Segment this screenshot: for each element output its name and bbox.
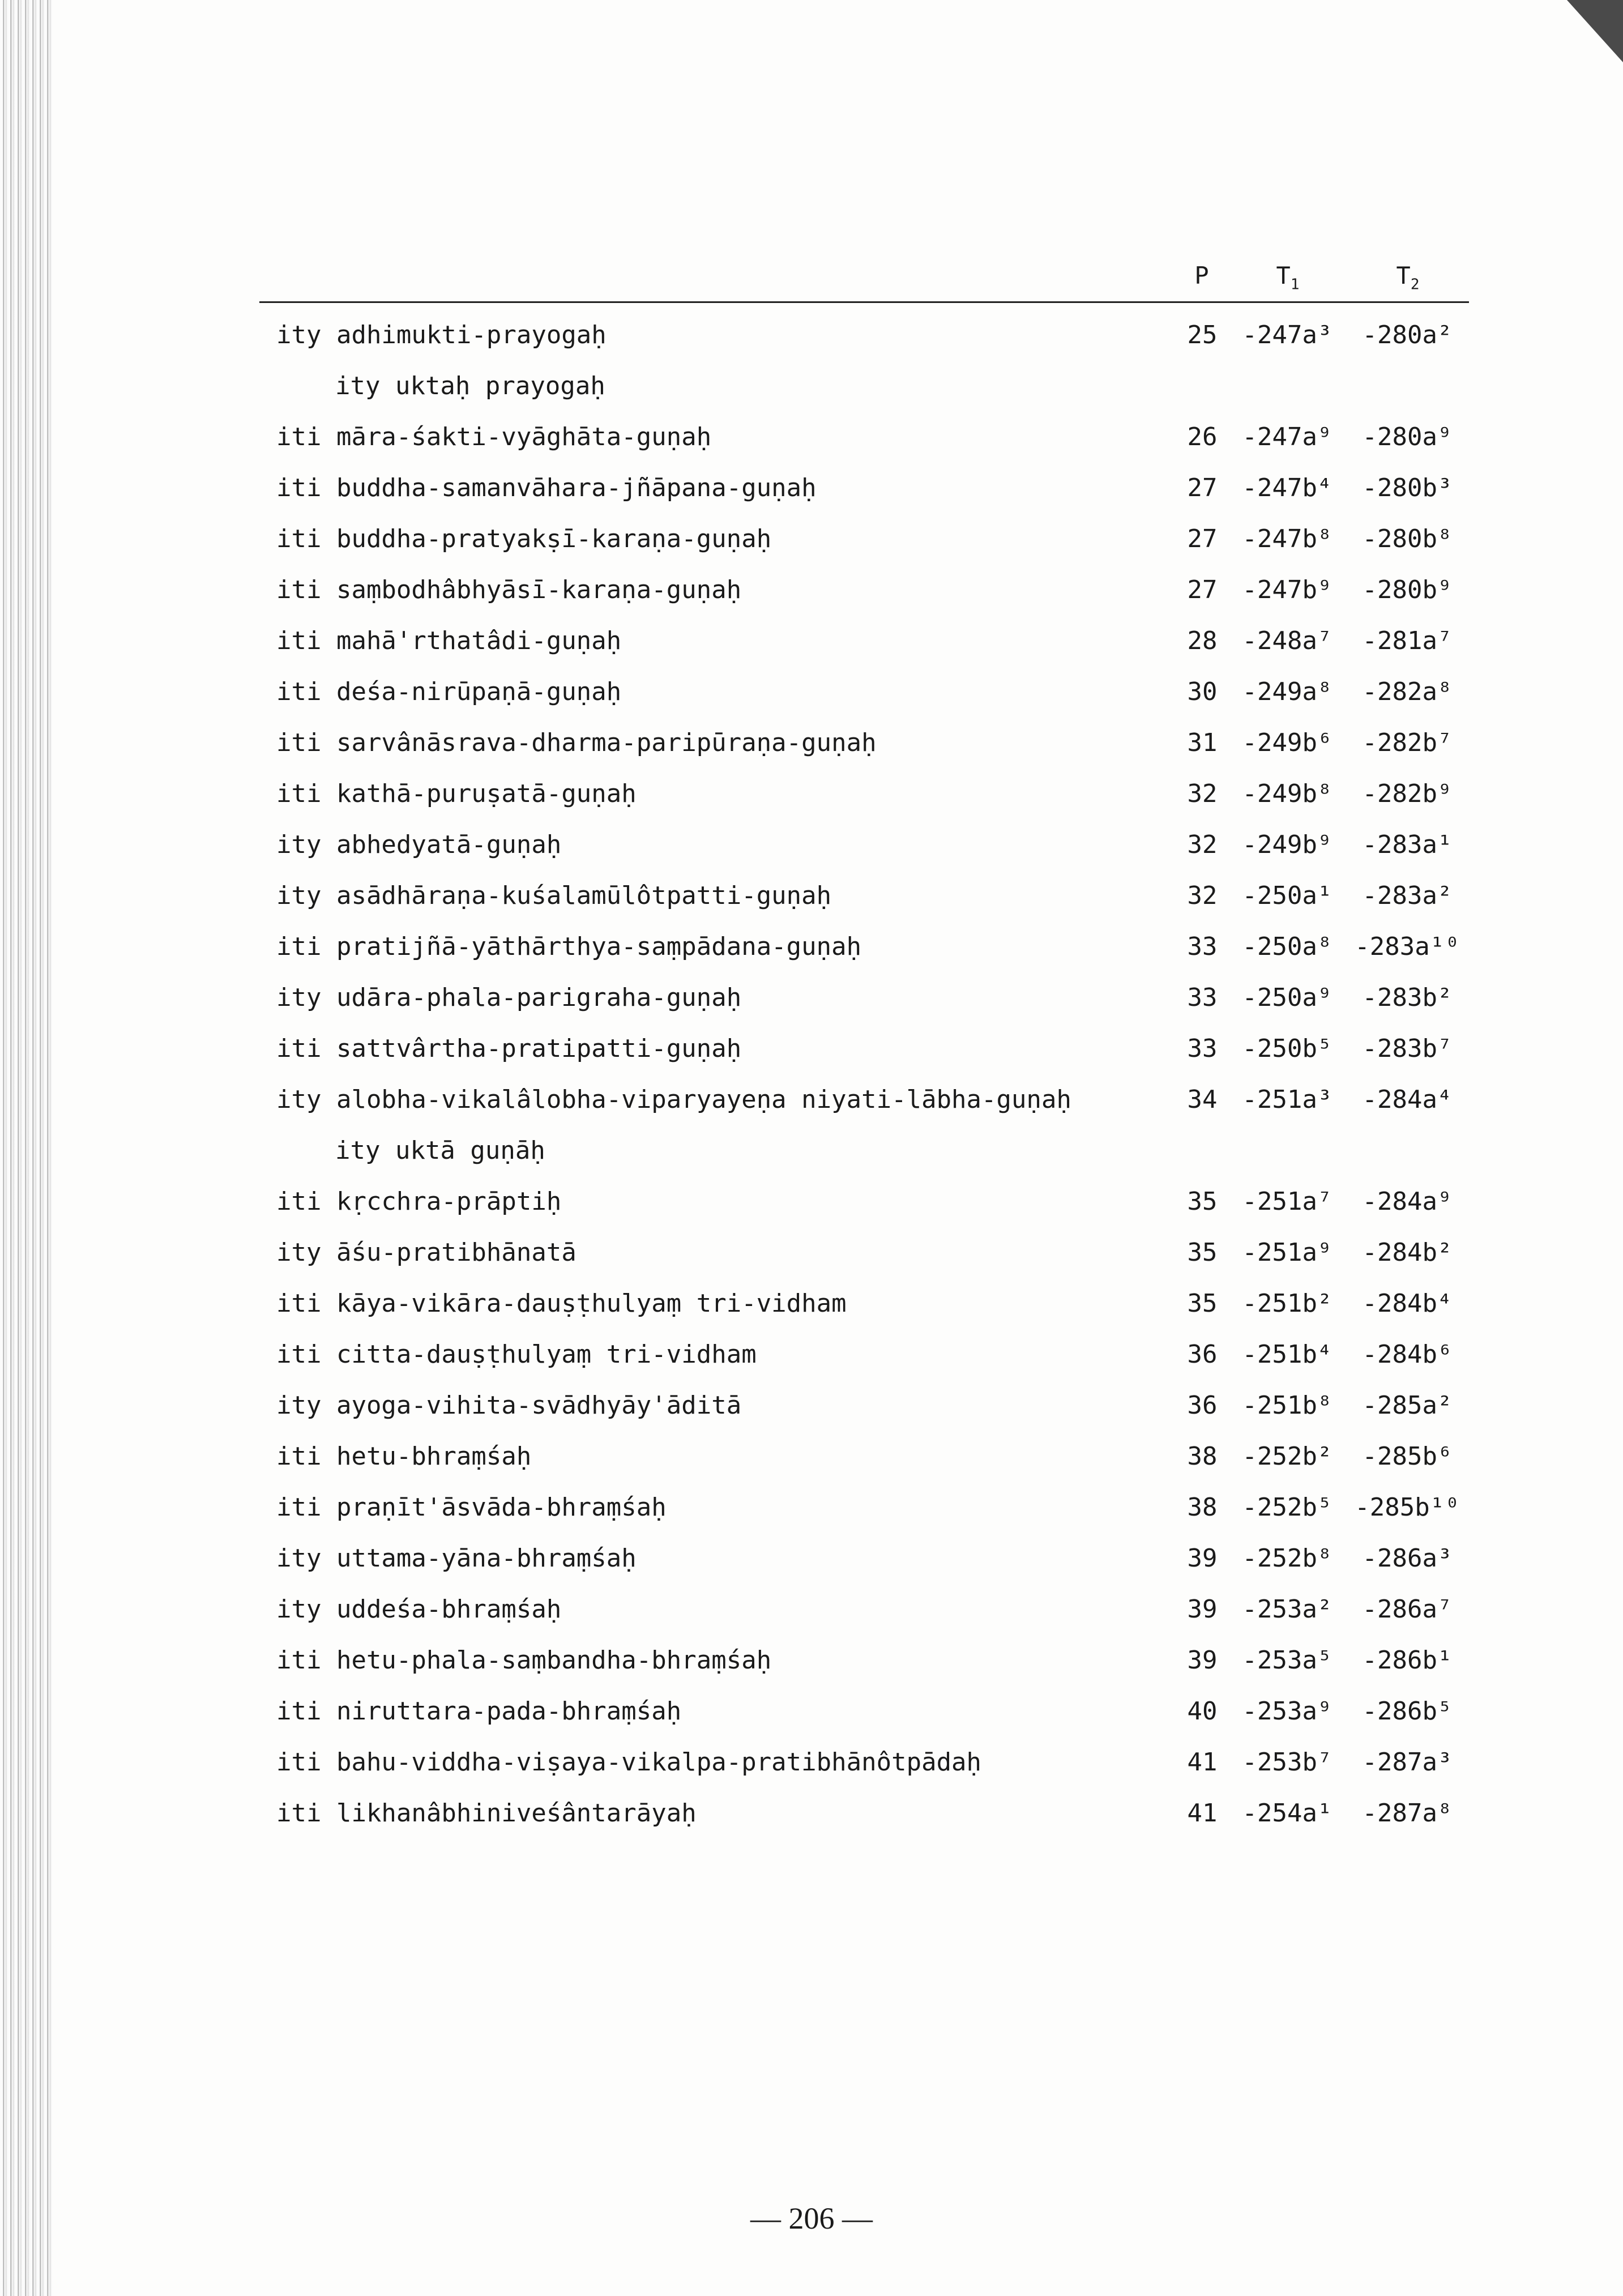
column-header-p: P — [1194, 262, 1209, 289]
table-row — [0, 1383, 1623, 1428]
row-page: 39 — [1187, 1595, 1218, 1624]
row-page: 38 — [1187, 1442, 1218, 1471]
table-row — [0, 873, 1623, 919]
row-label: iti pratijñā-yāthārthya-saṃpādana-guṇaḥ — [276, 932, 862, 961]
table-row — [0, 364, 1623, 409]
row-page: 30 — [1187, 677, 1218, 706]
table-row — [0, 669, 1623, 715]
table-row — [0, 517, 1623, 562]
row-t2: -284a⁴ — [1362, 1085, 1453, 1114]
row-label: iti bahu-viddha-viṣaya-vikalpa-pratibhānôtpādaḥ — [276, 1748, 982, 1777]
row-t2: -285b⁶ — [1362, 1442, 1453, 1471]
row-label: ity āśu-pratibhānatā — [276, 1238, 576, 1267]
row-t1: -247b⁸ — [1242, 524, 1332, 553]
row-t1: -252b⁵ — [1242, 1493, 1332, 1522]
row-label: iti citta-dauṣṭhulyaṃ tri-vidham — [276, 1340, 757, 1369]
row-label: iti hetu-bhraṃśaḥ — [276, 1442, 532, 1471]
table-row — [0, 415, 1623, 460]
table-row — [0, 1638, 1623, 1683]
table-row — [0, 924, 1623, 970]
row-label: ity uddeśa-bhraṃśaḥ — [276, 1595, 562, 1624]
row-label: ity asādhāraṇa-kuśalamūlôtpatti-guṇaḥ — [276, 881, 832, 910]
row-page: 38 — [1187, 1493, 1218, 1522]
row-page: 40 — [1187, 1697, 1218, 1726]
row-t2: -287a³ — [1362, 1748, 1453, 1777]
table-row — [0, 1230, 1623, 1275]
row-t2: -286b¹ — [1362, 1646, 1453, 1675]
row-label: iti māra-śakti-vyāghāta-guṇaḥ — [276, 423, 712, 451]
row-t1: -250b⁵ — [1242, 1034, 1332, 1063]
row-label: ity alobha-vikalâlobha-viparyayeṇa niyati-lābha-guṇaḥ — [276, 1085, 1071, 1114]
row-label: iti mahā'rthatâdi-guṇaḥ — [276, 626, 622, 655]
row-t2: -283b⁷ — [1362, 1034, 1453, 1063]
table-row — [0, 1332, 1623, 1377]
table-row — [0, 1128, 1623, 1173]
row-label: iti sarvânāsrava-dharma-paripūraṇa-guṇaḥ — [276, 728, 877, 757]
row-t1: -249b⁶ — [1242, 728, 1332, 757]
row-t1: -253a² — [1242, 1595, 1332, 1624]
row-t2: -282a⁸ — [1362, 677, 1453, 706]
row-t2: -286a⁷ — [1362, 1595, 1453, 1624]
row-page: 39 — [1187, 1646, 1218, 1675]
row-page: 41 — [1187, 1799, 1218, 1828]
column-header-t2: $T_2$ — [1396, 262, 1420, 293]
row-t2: -286a³ — [1362, 1544, 1453, 1573]
row-t2: -280a⁹ — [1362, 423, 1453, 451]
table-row — [0, 720, 1623, 766]
row-t1: -248a⁷ — [1242, 626, 1332, 655]
row-t1: -253b⁷ — [1242, 1748, 1332, 1777]
row-label: ity adhimukti-prayogaḥ — [276, 321, 607, 349]
row-t1: -247b⁴ — [1242, 473, 1332, 502]
row-t1: -250a⁸ — [1242, 932, 1332, 961]
row-page: 41 — [1187, 1748, 1218, 1777]
row-page: 35 — [1187, 1289, 1218, 1318]
table-row — [0, 1740, 1623, 1785]
row-label: ity uktaḥ prayogaḥ — [335, 372, 605, 400]
row-page: 35 — [1187, 1238, 1218, 1267]
table-row — [0, 1434, 1623, 1479]
row-t1: -250a⁹ — [1242, 983, 1332, 1012]
page-number: — 206 — — [750, 2201, 873, 2235]
row-page: 33 — [1187, 1034, 1218, 1063]
row-t2: -284a⁹ — [1362, 1187, 1453, 1216]
row-page: 28 — [1187, 626, 1218, 655]
row-t1: -247b⁹ — [1242, 575, 1332, 604]
row-label: ity uttama-yāna-bhraṃśaḥ — [276, 1544, 637, 1573]
row-t1: -247a³ — [1242, 321, 1332, 349]
row-label: iti kṛcchra-prāptiḥ — [276, 1187, 562, 1216]
row-page: 32 — [1187, 881, 1218, 910]
row-t2: -280b⁸ — [1362, 524, 1453, 553]
row-page: 32 — [1187, 779, 1218, 808]
table-row — [0, 1536, 1623, 1581]
row-label: ity ayoga-vihita-svādhyāy'āditā — [276, 1391, 742, 1420]
row-t2: -284b⁴ — [1362, 1289, 1453, 1318]
table-row — [0, 822, 1623, 868]
row-t2: -283a¹ — [1362, 830, 1453, 859]
page-corner-shadow — [1544, 0, 1623, 62]
row-page: 27 — [1187, 473, 1218, 502]
row-t2: -282b⁹ — [1362, 779, 1453, 808]
row-t1: -253a⁹ — [1242, 1697, 1332, 1726]
row-t2: -280b³ — [1362, 473, 1453, 502]
row-t1: -251a⁹ — [1242, 1238, 1332, 1267]
row-label: iti praṇīt'āsvāda-bhraṃśaḥ — [276, 1493, 667, 1522]
row-page: 27 — [1187, 524, 1218, 553]
row-t2: -282b⁷ — [1362, 728, 1453, 757]
table-row — [0, 567, 1623, 613]
row-label: iti kathā-puruṣatā-guṇaḥ — [276, 779, 637, 808]
table-row — [0, 1179, 1623, 1224]
row-t2: -280b⁹ — [1362, 575, 1453, 604]
row-t1: -252b² — [1242, 1442, 1332, 1471]
row-t2: -287a⁸ — [1362, 1799, 1453, 1828]
row-label: iti hetu-phala-saṃbandha-bhraṃśaḥ — [276, 1646, 772, 1675]
table-row — [0, 1791, 1623, 1836]
row-t2: -284b² — [1362, 1238, 1453, 1267]
row-page: 25 — [1187, 321, 1218, 349]
header-rule — [259, 301, 1469, 303]
row-page: 32 — [1187, 830, 1218, 859]
row-t1: -251a⁷ — [1242, 1187, 1332, 1216]
row-page: 33 — [1187, 983, 1218, 1012]
row-t1: -251b² — [1242, 1289, 1332, 1318]
column-header-t1: $T_1$ — [1276, 262, 1300, 293]
row-t1: -251b⁴ — [1242, 1340, 1332, 1369]
table-row — [0, 1026, 1623, 1072]
table-row — [0, 466, 1623, 511]
row-t2: -283b² — [1362, 983, 1453, 1012]
row-t1: -250a¹ — [1242, 881, 1332, 910]
row-page: 36 — [1187, 1391, 1218, 1420]
row-page: 34 — [1187, 1085, 1218, 1114]
table-row — [0, 313, 1623, 358]
table-row — [0, 771, 1623, 817]
row-page: 35 — [1187, 1187, 1218, 1216]
row-page: 36 — [1187, 1340, 1218, 1369]
row-t2: -281a⁷ — [1362, 626, 1453, 655]
row-label: iti kāya-vikāra-dauṣṭhulyaṃ tri-vidham — [276, 1289, 847, 1318]
table-row — [0, 975, 1623, 1021]
row-t2: -280a² — [1362, 321, 1453, 349]
row-label: ity udāra-phala-parigraha-guṇaḥ — [276, 983, 742, 1012]
row-page: 27 — [1187, 575, 1218, 604]
row-label: iti buddha-samanvāhara-jñāpana-guṇaḥ — [276, 473, 817, 502]
row-label: iti deśa-nirūpaṇā-guṇaḥ — [276, 677, 622, 706]
row-t1: -249a⁸ — [1242, 677, 1332, 706]
row-t2: -286b⁵ — [1362, 1697, 1453, 1726]
row-page: 33 — [1187, 932, 1218, 961]
table-row — [0, 1281, 1623, 1326]
row-label: iti niruttara-pada-bhraṃśaḥ — [276, 1697, 682, 1726]
table-row — [0, 1077, 1623, 1123]
row-label: iti buddha-pratyakṣī-karaṇa-guṇaḥ — [276, 524, 772, 553]
row-t2: -283a² — [1362, 881, 1453, 910]
row-t1: -254a¹ — [1242, 1799, 1332, 1828]
row-t2: -284b⁶ — [1362, 1340, 1453, 1369]
row-page: 39 — [1187, 1544, 1218, 1573]
table-row — [0, 1689, 1623, 1734]
row-t1: -249b⁹ — [1242, 830, 1332, 859]
row-t1: -251b⁸ — [1242, 1391, 1332, 1420]
row-t2: -285b¹⁰ — [1355, 1493, 1460, 1522]
row-t2: -283a¹⁰ — [1355, 932, 1460, 961]
row-t1: -249b⁸ — [1242, 779, 1332, 808]
row-t1: -252b⁸ — [1242, 1544, 1332, 1573]
row-page: 26 — [1187, 423, 1218, 451]
row-t2: -285a² — [1362, 1391, 1453, 1420]
row-t1: -253a⁵ — [1242, 1646, 1332, 1675]
table-row — [0, 1485, 1623, 1530]
row-t1: -247a⁹ — [1242, 423, 1332, 451]
row-t1: -251a³ — [1242, 1085, 1332, 1114]
row-label: iti sattvârtha-pratipatti-guṇaḥ — [276, 1034, 742, 1063]
row-label: ity abhedyatā-guṇaḥ — [276, 830, 562, 859]
row-label: ity uktā guṇāḥ — [335, 1136, 545, 1165]
row-page: 31 — [1187, 728, 1218, 757]
table-row — [0, 1587, 1623, 1632]
table-row — [0, 618, 1623, 664]
row-label: iti likhanâbhiniveśântarāyaḥ — [276, 1799, 697, 1828]
row-label: iti saṃbodhâbhyāsī-karaṇa-guṇaḥ — [276, 575, 742, 604]
